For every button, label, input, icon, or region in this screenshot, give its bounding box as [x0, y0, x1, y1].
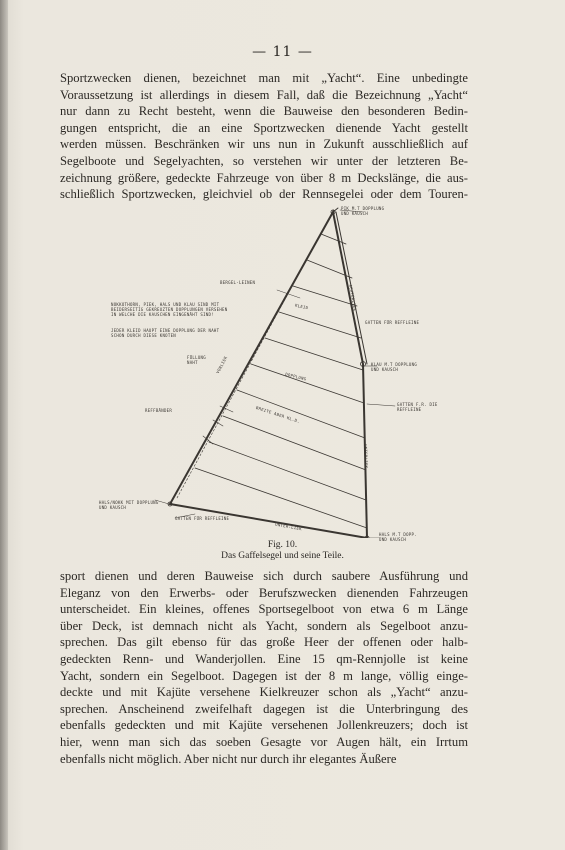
- label-fullung: FÜLLUNG NAHT: [187, 355, 206, 365]
- gaff-sail-figure: [95, 198, 455, 542]
- text-line: gedeckten Renn- und Wanderjollen. Eine 15 qm-Rennjolle ist keine: [60, 651, 468, 666]
- paragraph-bottom: [60, 568, 468, 767]
- figure-number: Fig. 10.: [267, 540, 298, 550]
- text-line: unterscheidet. Ein kleines, offenes Sportsegelboot von etwa 6 m Länge: [60, 602, 468, 617]
- label-gatten-bottom: GATTEN FÜR REFFLEINE: [175, 516, 230, 521]
- label-hals-right: HALS M.T DOPP. UND KAUSCH: [379, 532, 417, 542]
- page-number: — 11 —: [252, 44, 313, 60]
- text-line: ebenfalls nicht möglich. Aber nicht nur durch ihr elegantes Äußere: [60, 751, 397, 766]
- text-line: hier, wenn man sich das soeben Gesagte vor Augen hält, ein Irrtum: [60, 734, 468, 749]
- text-line: gungen entspricht, die an eine Sportzwecken dienende Yacht gestellt: [60, 120, 468, 135]
- label-unterliek-r: UNTERLIEK: [363, 444, 369, 469]
- text-line: schließlich Sportzwecken, gleichviel ob der Rennsegelei oder dem Touren-: [60, 187, 468, 202]
- label-reinforcement: NOKKOTHORN, PIEK, HALS UND KLAU SIND MIT BEIDERSEITIG GEKREUZTEN DOPPLUNGEN VERSEHEN IN WELCHE DIE KAUSCHEN EINGENÄHT SIND!: [111, 302, 228, 317]
- figure-caption: Das Gaffelsegel und seine Teile.: [221, 551, 344, 561]
- label-hals: HALS/NOKK MIT DOPPLUNG UND KAUSCH: [99, 500, 159, 510]
- text-line: nur dann zu Recht besteht, wenn die Bauweise den besonderen Bedin-: [60, 104, 468, 119]
- text-line: zeichnung größere, gedeckte Fahrzeuge von über 8 m Deckslänge, die aus-: [60, 170, 468, 185]
- label-liek: ACHTERLIEK: [348, 284, 358, 312]
- label-vorliek: VORLIEK: [215, 355, 229, 375]
- text-line: Voraussetzung ist allerdings in diesem Fall, daß die Bezeichnung „Yacht“: [60, 87, 468, 102]
- text-line: Sportzwecken dienen, bezeichnet man mit „Yacht“. Eine unbedingte: [60, 71, 468, 85]
- label-unterliek: UNTER-LIEK: [274, 521, 303, 532]
- text-line: werden müssen. Beschränken wir uns nun in Zukunft ausschließlich auf: [60, 137, 468, 152]
- page-gutter-shadow: [0, 0, 8, 850]
- label-klau: KLAU M.T DOPPLUNG UND KAUSCH: [371, 362, 418, 372]
- label-kleid: KLEID: [294, 302, 309, 311]
- text-line: sprechen. Das gilt ebenso für das große Heer der offenen oder halb-: [60, 635, 468, 650]
- text-line: Segelboote und Segelyachten, so verstehen wir unter der letzteren Be-: [60, 153, 468, 168]
- label-tuch: DOPPLUNG: [284, 371, 307, 382]
- leader-lines: [155, 210, 395, 538]
- text-line: deckte und mit Kajüte versehene Kielkreuzer schon als „Yacht“ anzu-: [60, 685, 468, 700]
- text-line: ebenfalls gedeckten und mit Kajüte versehenen Jollenkreuzers; doch ist: [60, 718, 468, 733]
- label-reef-gatten: GATTEN F.R. DIE REFFLEINE: [397, 402, 438, 412]
- text-line: sprechen. Anscheinend zweifelhaft dagegen ist die Unterbringung des: [60, 701, 468, 716]
- text-line: über Deck, ist demnach nicht als Yacht, sondern als Segelboot anzu-: [60, 618, 468, 633]
- text-line: Yacht, sondern ein Segelboot. Dagegen ist der 8 m lange, völlig einge-: [60, 668, 468, 683]
- label-pik: PIK M.T DOPPLUNG UND KAUSCH: [341, 206, 385, 216]
- label-reffbaender: REFFBÄNDER: [145, 408, 173, 413]
- cloth-seams: [195, 234, 367, 528]
- label-cloth-note: JEDER KLEID HAUPT EINE DOPPLUNG DER NAHT SCHON DURCH DIESE KNOTEN: [111, 328, 220, 338]
- label-gatten: GATTEN FÜR REFFLEINE: [365, 320, 420, 325]
- text-line: sport dienen und deren Bauweise sich durch saubere Ausführung und: [60, 569, 468, 583]
- label-bergleinen: BERGEL-LEINEN: [220, 280, 256, 285]
- text-line: Eleganz von den Erwerbs- oder Berufszwecken dienenden Fahrzeugen: [60, 585, 468, 600]
- paragraph-top: [60, 70, 468, 203]
- label-breite: BREITE ABER KL.D.: [255, 405, 301, 424]
